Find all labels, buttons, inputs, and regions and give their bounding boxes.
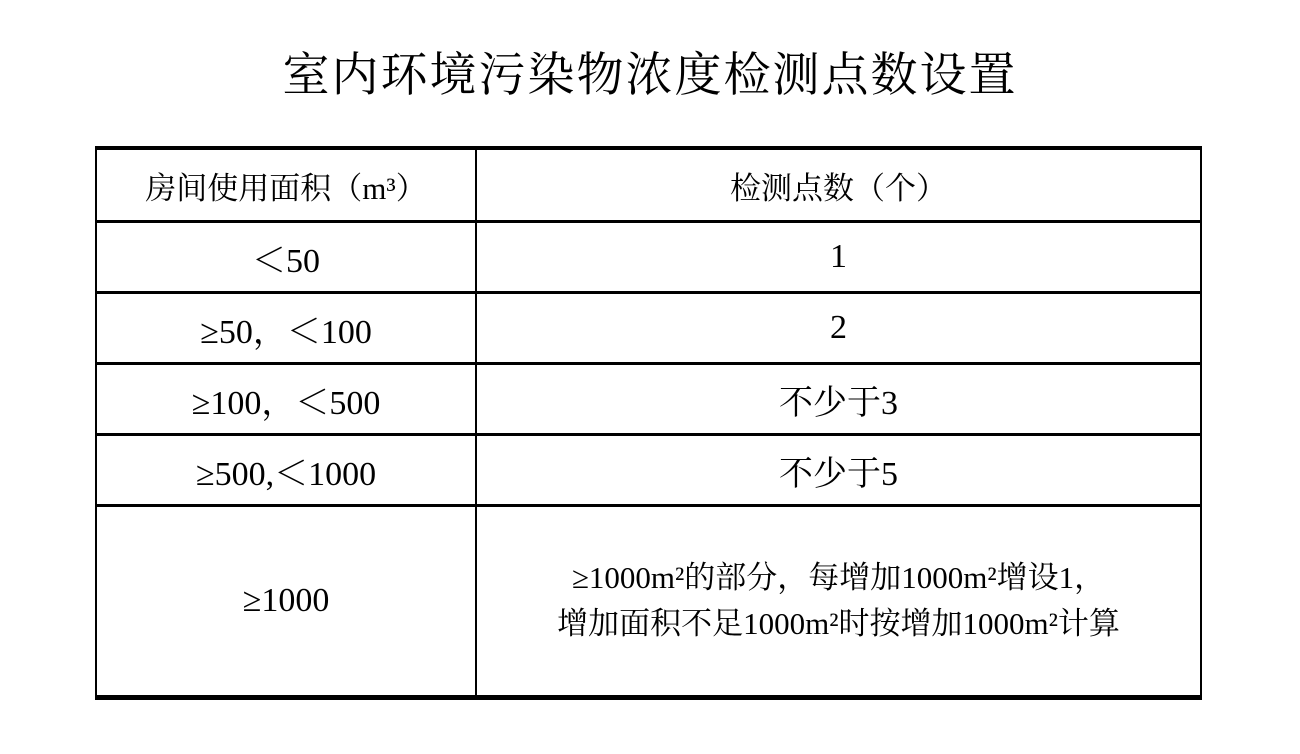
table-row (96, 293, 1201, 364)
table-row (96, 435, 1201, 506)
points-cell: 不少于5 (476, 435, 1201, 506)
points-detail-line-1: ≥1000m²的部分，每增加1000m²增设1， (571, 560, 1106, 595)
header-cell-points: 检测点数（个） (476, 148, 1201, 222)
detection-points-table (95, 146, 1202, 700)
area-cell: ＜50 (96, 222, 476, 293)
points-detail-line-2: 增加面积不足1000m²时按增加1000m²计算 (557, 606, 1120, 641)
area-cell: ≥500,＜1000 (96, 435, 476, 506)
points-cell: 不少于3 (476, 364, 1201, 435)
page-title: 室内环境污染物浓度检测点数设置 (282, 50, 1018, 102)
header-cell-area: 房间使用面积（m³） (96, 148, 476, 222)
table-row (96, 364, 1201, 435)
points-cell (476, 506, 1201, 698)
area-cell: ≥100，＜500 (96, 364, 476, 435)
points-cell: 1 (476, 222, 1201, 293)
table-row (96, 506, 1201, 698)
points-cell: 2 (476, 293, 1201, 364)
table-header-row (96, 148, 1201, 222)
table-row (96, 222, 1201, 293)
area-cell: ≥1000 (96, 506, 476, 698)
area-cell: ≥50，＜100 (96, 293, 476, 364)
